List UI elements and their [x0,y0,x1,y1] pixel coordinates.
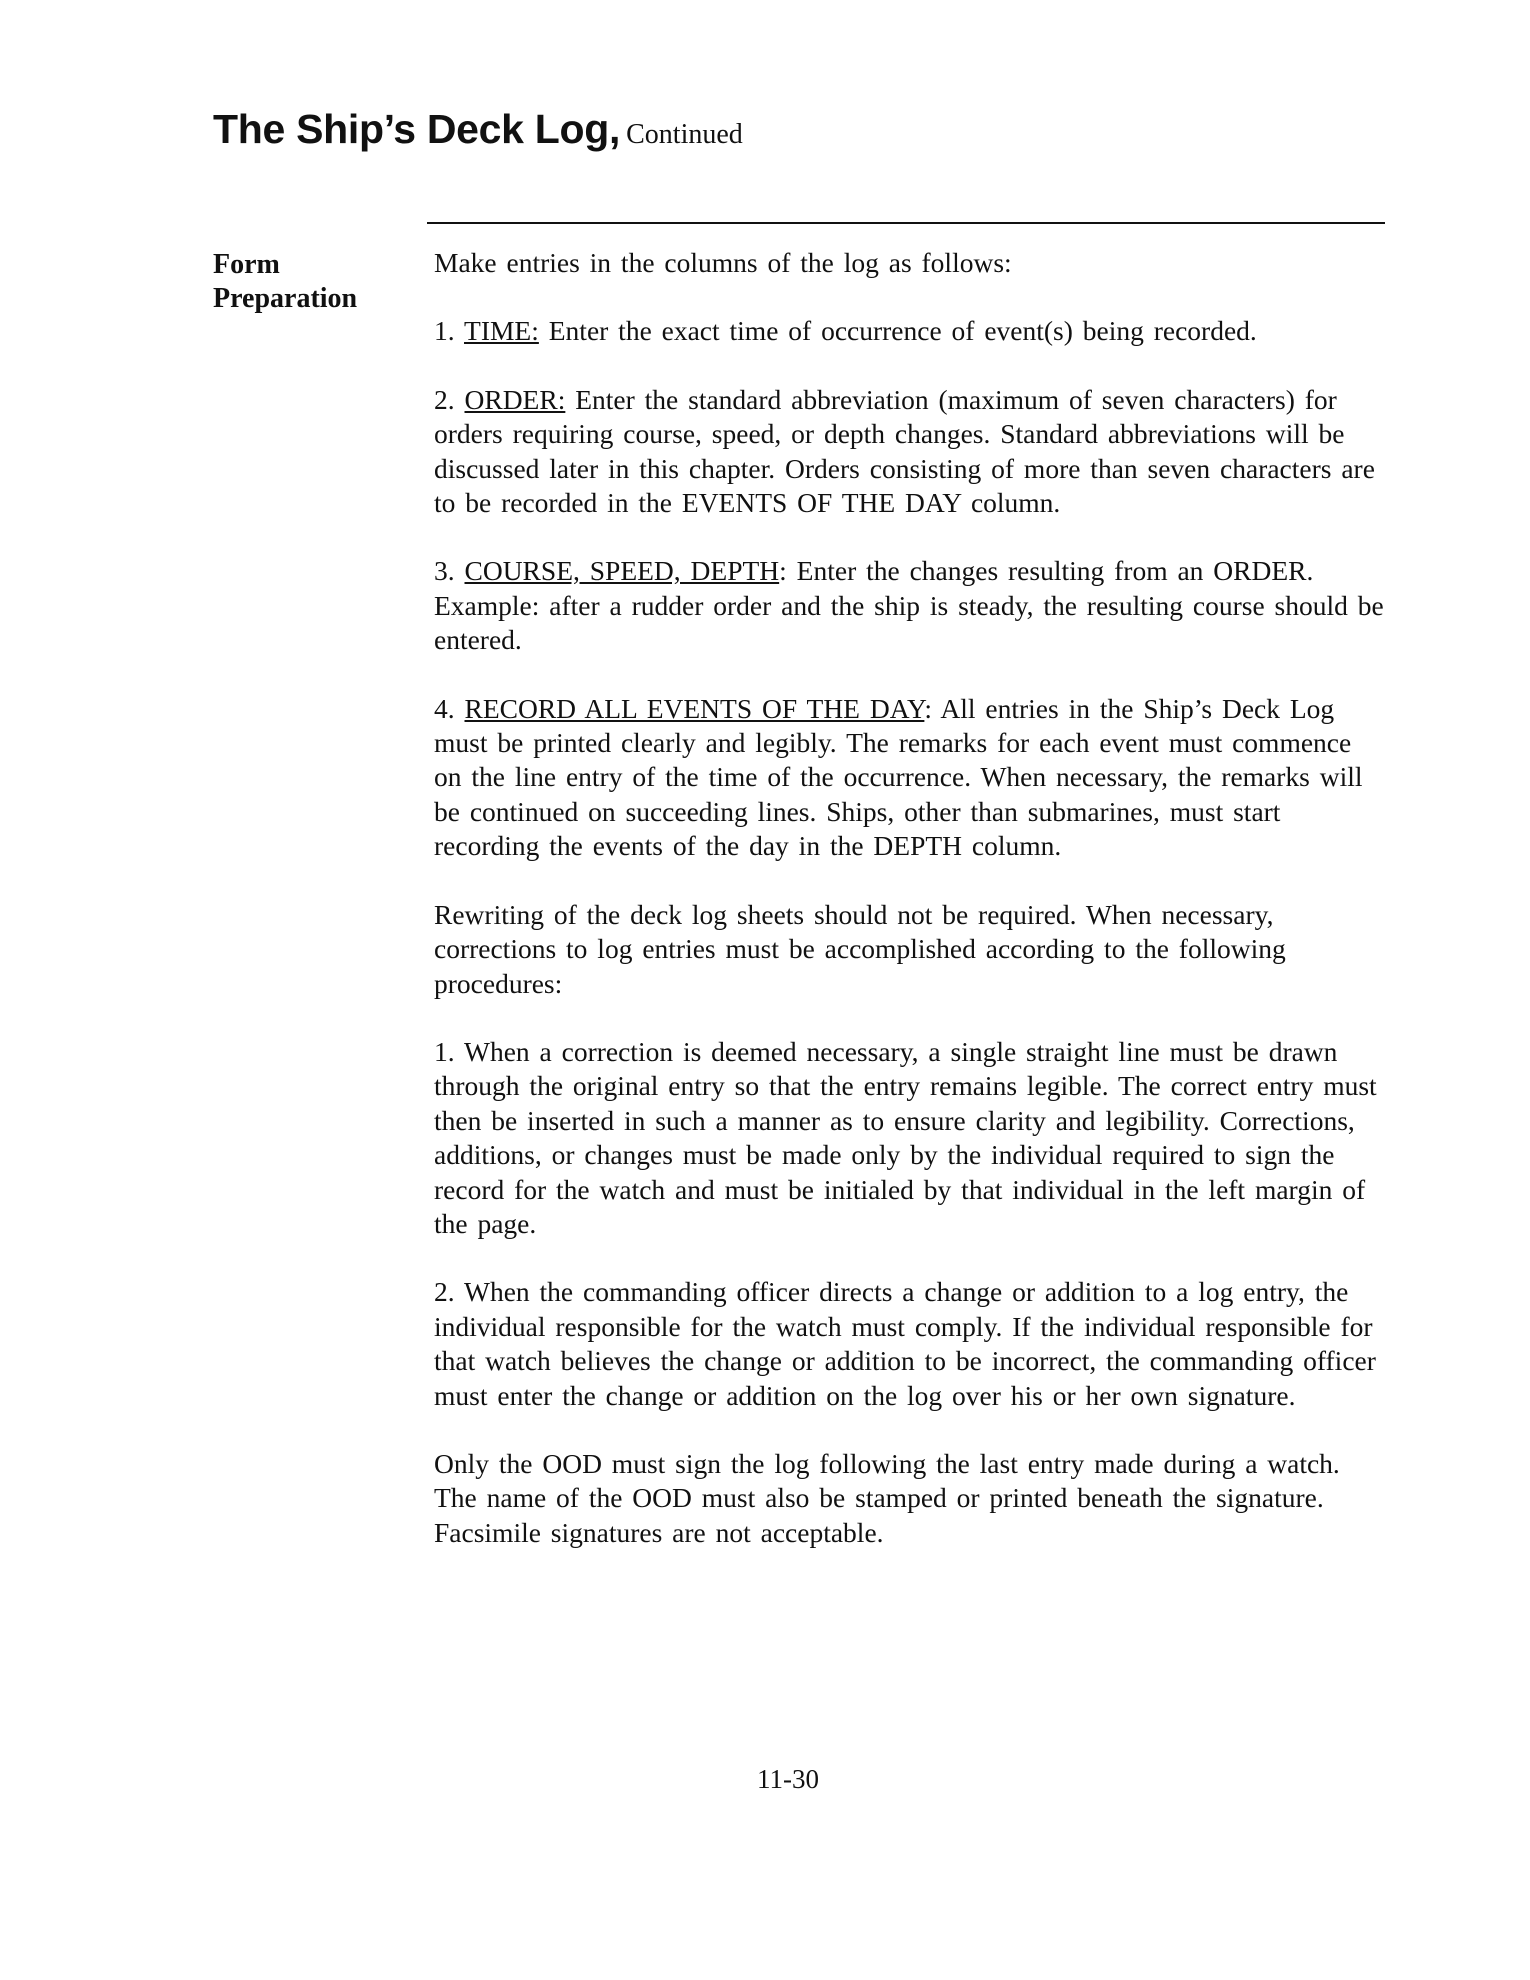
item-label: COURSE, SPEED, DEPTH [464,555,780,587]
item-label: RECORD ALL EVENTS OF THE DAY [464,692,925,724]
corrections-intro-paragraph: Rewriting of the deck log sheets should not be required. When necessary, corrections to log entries must be accomplished according to the following procedures: [434,898,1286,999]
page-title [213,106,743,153]
body-text [434,246,1384,1584]
item-text: Enter the changes resulting from an ORDER. Example: after a rudder order and the ship is steady, the resulting course should be entered. [434,555,1384,656]
item-label-tail: : [779,555,787,587]
intro-paragraph: Make entries in the columns of the log as follows: [434,247,1012,278]
page-title-continued: Continued [626,119,743,150]
list-item-course-speed-depth [434,554,1384,657]
item-label: TIME: [464,315,539,347]
item-label-tail: : [924,692,933,724]
item-number: 4. [434,692,455,724]
item-label: ORDER: [464,383,566,415]
page-title-main: The Ship’s Deck Log, [213,106,621,152]
item-text: All entries in the Ship’s Deck Log must be printed clearly and legibly. The remarks for each event must commence on the line entry of the time of the occurrence. When necessary, the remarks will be continued on succeeding lines. Ships, other than submarines, must start recording the events of the day in the DEPTH column. [434,692,1363,862]
item-number: 2. [434,383,455,415]
side-heading [213,248,413,316]
item-text: Enter the standard abbreviation (maximum of seven characters) for orders requiring course, speed, or depth changes. Standard abbreviations will be discussed later in this chapter. Orders consisting of more than seven characters are to be recorded in the EVENTS OF THE DAY column. [434,383,1375,519]
item-number: 3. [434,555,455,587]
closing-paragraph: Only the OOD must sign the log following the last entry made during a watch. The name of the OOD must also be stamped or printed beneath the signature. Facsimile signatures are not acceptable. [434,1447,1340,1548]
procedure-item-1: 1. When a correction is deemed necessary, a single straight line must be drawn through the original entry so that the entry remains legible. The correct entry must then be inserted in such a manner as to ensure clarity and legibility. Corrections, additions, or changes must be made only by the individual required to sign the record for the watch and must be initialed by that individual in the left margin of the page. [434,1035,1377,1239]
list-item-time [434,314,1384,348]
list-item-order [434,383,1384,521]
side-heading-line-2: Preparation [213,283,358,314]
section-divider [427,222,1385,224]
page-number: 11-30 [757,1764,819,1794]
procedure-item-2: 2. When the commanding officer directs a change or addition to a log entry, the individual responsible for the watch must comply. If the individual responsible for that watch believes the change or addition to be incorrect, the commanding officer must enter the change or addition on the log over his or her own signature. [434,1276,1376,1411]
item-text: Enter the exact time of occurrence of event(s) being recorded. [538,315,1257,347]
item-number: 1. [434,315,455,347]
side-heading-line-1: Form [213,249,280,280]
list-item-record-all-events [434,692,1384,864]
